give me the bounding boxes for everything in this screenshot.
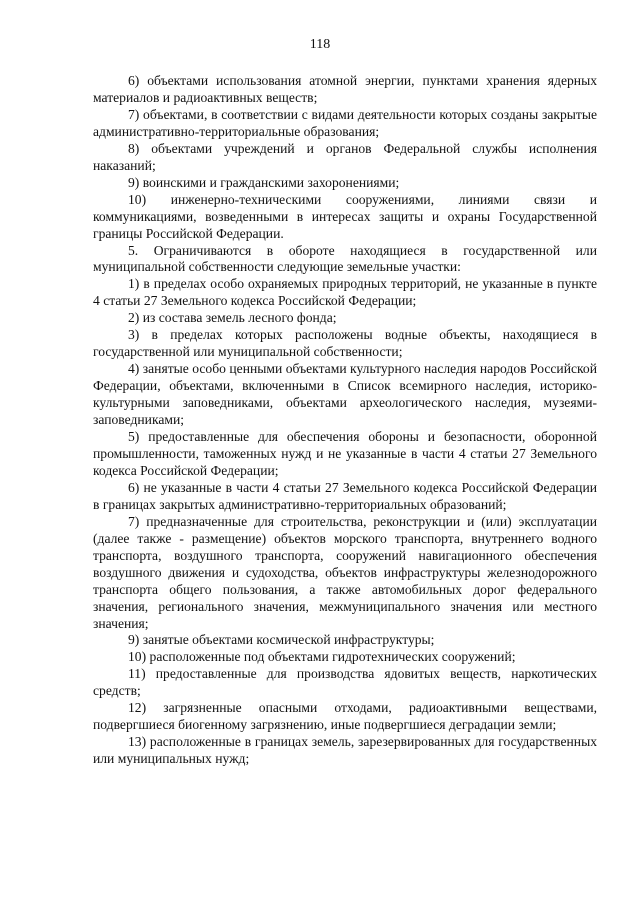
paragraph-10-border-structures: 10) инженерно-техническими сооружениями, линиями связи и коммуникациями, возведенными в интересах защиты и охраны Государственной границы Российской Федерации. (93, 191, 597, 241)
paragraph-3-water-objects: 3) в пределах которых расположены водные объекты, находящиеся в государственной или муниципальной собственности; (93, 327, 597, 360)
paragraph-10-hydro-structures: 10) расположенные под объектами гидротехнических сооружений; (128, 649, 516, 665)
paragraph-7-closed-territories: 7) объектами, в соответствии с видами деятельности которых созданы закрытые административно-территориальные образования; (93, 106, 597, 139)
paragraph-5-defense: 5) предоставленные для обеспечения обороны и безопасности, оборонной промышленности, таможенных нужд и не указанные в части 4 статьи 27 Земельного кодекса Российской Федерации; (93, 429, 597, 478)
paragraph-11-toxic-substances: 11) предоставленные для производства ядовитых веществ, наркотических средств; (93, 666, 597, 699)
paragraph-6-closed-territories: 6) не указанные в части 4 статьи 27 Земельного кодекса Российской Федерации в границах закрытых административно-территориальных образований; (93, 479, 597, 512)
paragraph-4-cultural-heritage: 4) занятые особо ценными объектами культурного наследия народов Российской Федерации, объектами, включенными в Список всемирного наследия, историко-культурными заповедниками, объектами археологического наследия, музеями-заповедниками; (93, 361, 597, 428)
paragraph-7-transport: 7) предназначенные для строительства, реконструкции и (или) эксплуатации (далее также - размещение) объектов морского транспорта, внутреннего водного транспорта, воздушного транспорта, сооружений навигационного обеспечения воздушного движения и судоходства, объектов инфраструктуры железнодорожного транспорта общего пользования, а также автомобильных дорог федерального значения, регионального значения, межмуниципального значения или местного значения; (93, 513, 597, 631)
paragraph-section-5-intro: 5. Ограничиваются в обороте находящиеся в государственной или муниципальной собственности следующие земельные участки: (93, 242, 597, 275)
paragraph-13-reserved-land: 13) расположенные в границах земель, зарезервированных для государственных или муниципальных нужд; (93, 734, 597, 767)
paragraph-8-penitentiary: 8) объектами учреждений и органов Федеральной службы исполнения наказаний; (93, 140, 597, 173)
document-body (93, 73, 597, 768)
paragraph-9-space-infrastructure: 9) занятые объектами космической инфраструктуры; (128, 632, 435, 648)
paragraph-2-forest-fund: 2) из состава земель лесного фонда; (128, 310, 337, 326)
paragraph-9-burials: 9) воинскими и гражданскими захоронениями; (128, 174, 400, 190)
paragraph-6-atomic-energy: 6) объектами использования атомной энергии, пунктами хранения ядерных материалов и радиоактивных веществ; (93, 73, 597, 105)
paragraph-1-protected-areas: 1) в пределах особо охраняемых природных территорий, не указанные в пункте 4 статьи 27 Земельного кодекса Российской Федерации; (93, 276, 597, 309)
paragraph-12-contaminated-land: 12) загрязненные опасными отходами, радиоактивными веществами, подвергшиеся биогенному загрязнению, иные подвергшиеся деградации земли; (93, 700, 597, 733)
page-number: 118 (309, 37, 331, 52)
